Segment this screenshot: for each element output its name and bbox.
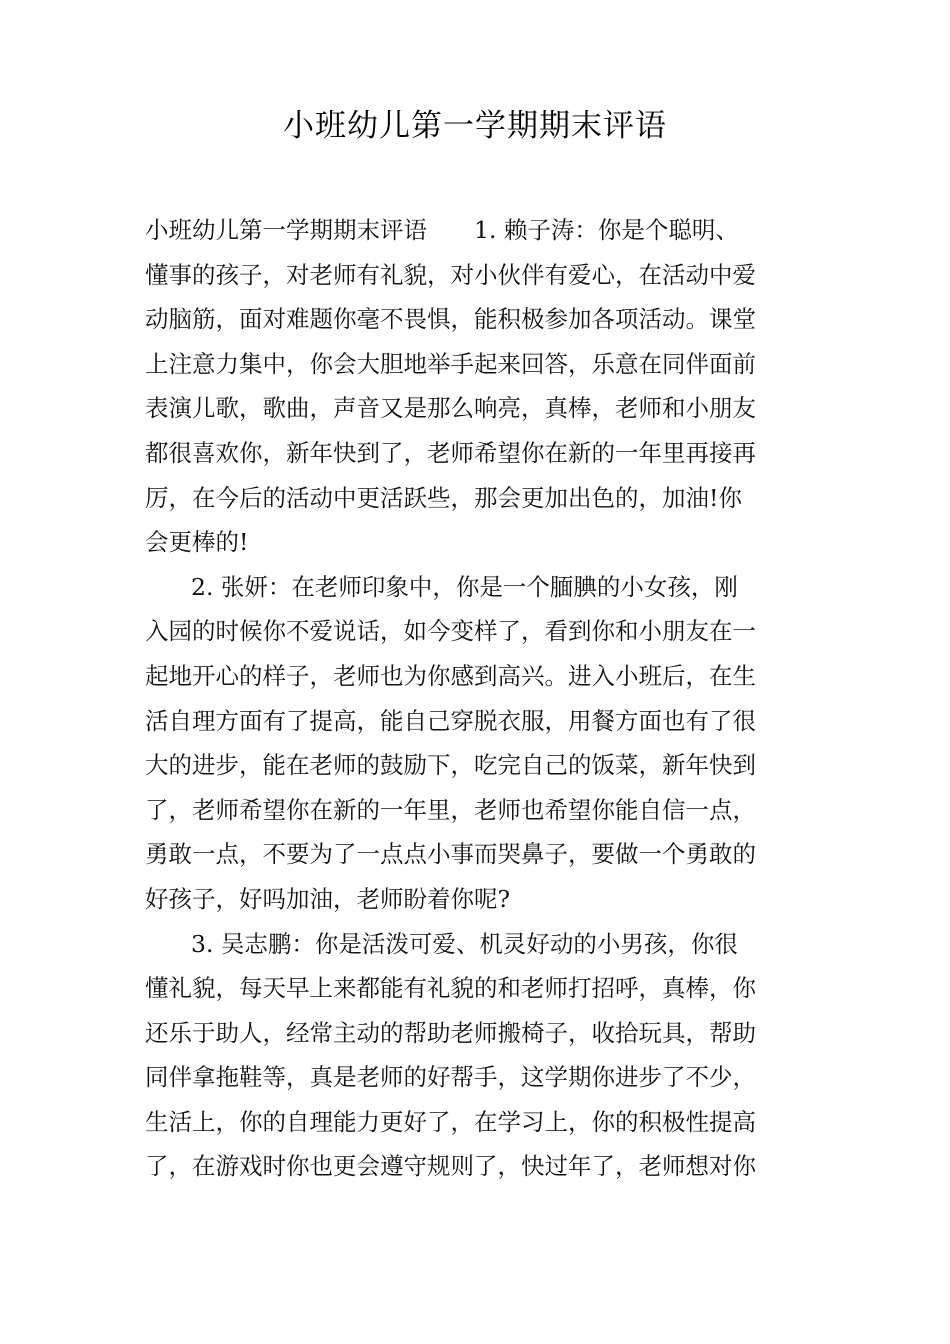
body-line: 小班幼儿第一学期期末评语 1. 赖子涛：你是个聪明、 xyxy=(145,216,739,244)
body-line: 厉，在今后的活动中更活跃些，那会更加出色的，加油!你 xyxy=(145,483,742,512)
document-title: 小班幼儿第一学期期末评语 xyxy=(283,108,667,144)
body-line: 勇敢一点，不要为了一点点小事而哭鼻子，要做一个勇敢的 xyxy=(145,840,756,869)
body-line: 懂礼貌，每天早上来都能有礼貌的和老师打招呼，真棒，你 xyxy=(145,974,756,1003)
body-line: 生活上，你的自理能力更好了，在学习上，你的积极性提高 xyxy=(145,1107,756,1136)
body-line: 活自理方面有了提高，能自己穿脱衣服，用餐方面也有了很 xyxy=(145,706,756,735)
body-line: 好孩子，好吗加油，老师盼着你呢? xyxy=(145,884,511,913)
body-line: 懂事的孩子，对老师有礼貌，对小伙伴有爱心，在活动中爱 xyxy=(145,260,756,289)
body-line: 2. 张妍：在老师印象中，你是一个腼腆的小女孩，刚 xyxy=(191,572,738,601)
body-line: 还乐于助人，经常主动的帮助老师搬椅子，收拾玩具，帮助 xyxy=(145,1018,756,1047)
body-line: 3. 吴志鹏：你是活泼可爱、机灵好动的小男孩，你很 xyxy=(191,929,738,958)
body-line: 了，在游戏时你也更会遵守规则了，快过年了，老师想对你 xyxy=(145,1152,756,1181)
body-line: 上注意力集中，你会大胆地举手起来回答，乐意在同伴面前 xyxy=(145,349,756,378)
document-body xyxy=(145,208,825,1189)
body-line: 表演儿歌，歌曲，声音又是那么响亮，真棒，老师和小朋友 xyxy=(145,394,756,423)
body-line: 入园的时候你不爱说话，如今变样了，看到你和小朋友在一 xyxy=(145,617,756,646)
body-line: 动脑筋，面对难题你毫不畏惧，能积极参加各项活动。课堂 xyxy=(145,305,756,334)
body-line: 起地开心的样子，老师也为你感到高兴。进入小班后，在生 xyxy=(145,661,756,690)
body-line: 了，老师希望你在新的一年里，老师也希望你能自信一点， xyxy=(145,795,756,824)
body-line: 大的进步，能在老师的鼓励下，吃完自己的饭菜，新年快到 xyxy=(145,751,756,780)
body-line: 同伴拿拖鞋等，真是老师的好帮手，这学期你进步了不少， xyxy=(145,1063,756,1092)
body-line: 都很喜欢你，新年快到了，老师希望你在新的一年里再接再 xyxy=(145,438,756,467)
body-line: 会更棒的! xyxy=(145,528,249,557)
